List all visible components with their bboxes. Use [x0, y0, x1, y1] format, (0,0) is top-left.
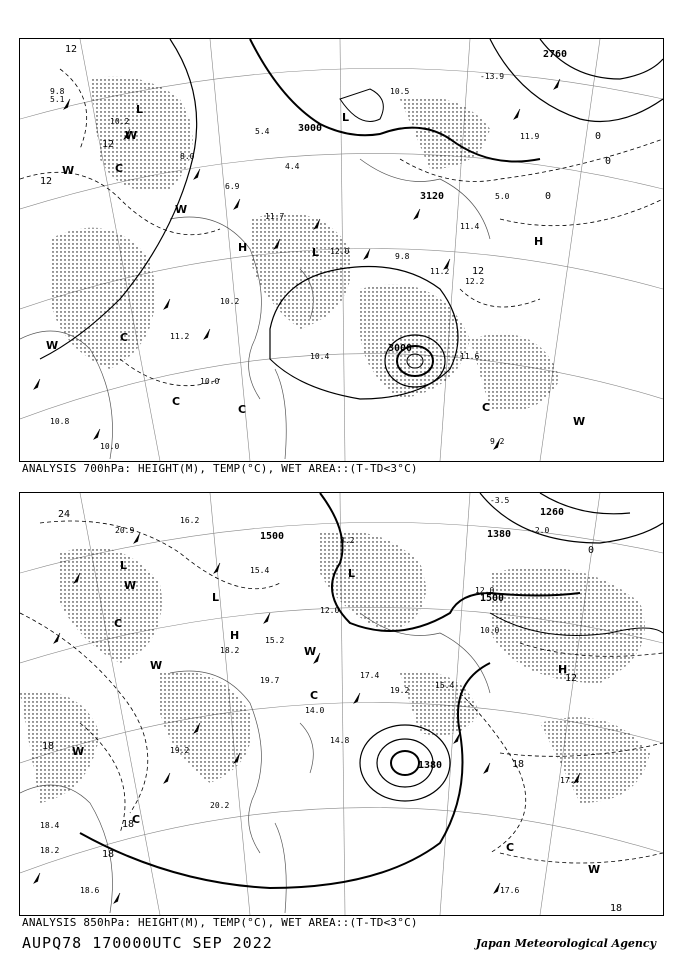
warm-marker: W: [588, 863, 601, 876]
cold-marker: C: [238, 403, 247, 416]
svg-text:11.7: 11.7: [265, 212, 285, 221]
isotherm-label: 12: [40, 176, 53, 187]
isotherm-label: 0: [588, 545, 595, 556]
warm-marker: W: [124, 579, 137, 592]
contour-label: 1380: [487, 529, 512, 540]
warm-marker: W: [46, 339, 59, 352]
cold-marker: C: [114, 617, 123, 630]
agency-credit: Japan Meteorological Agency: [475, 937, 656, 950]
svg-text:10.0: 10.0: [480, 626, 500, 635]
svg-text:19.2: 19.2: [390, 686, 410, 695]
svg-text:14.8: 14.8: [330, 736, 350, 745]
high-marker: H: [558, 663, 568, 676]
svg-text:9.2: 9.2: [490, 437, 505, 446]
cold-marker: C: [132, 813, 141, 826]
svg-text:5.1: 5.1: [50, 95, 65, 104]
isotherm-label: 18: [102, 849, 115, 860]
svg-text:14.0: 14.0: [305, 706, 325, 715]
contour-label: 2760: [543, 49, 568, 60]
isotherm-label: 0: [605, 156, 612, 167]
svg-text:16.2: 16.2: [180, 516, 200, 525]
contour-label: 1500: [480, 593, 505, 604]
svg-text:18.2: 18.2: [40, 846, 60, 855]
svg-text:10.0: 10.0: [200, 377, 220, 386]
warm-marker: W: [62, 164, 75, 177]
svg-text:11.2: 11.2: [430, 267, 450, 276]
caption-850hpa: ANALYSIS 850hPa: HEIGHT(M), TEMP(°C), WET AREA::(T-TD<3°C): [22, 916, 418, 929]
isotherm-label: 12: [65, 44, 78, 55]
svg-text:10.0: 10.0: [100, 442, 120, 451]
svg-text:10.2: 10.2: [110, 117, 130, 126]
high-marker: H: [534, 235, 544, 248]
warm-marker: W: [150, 659, 163, 672]
isotherm-label: 12: [472, 266, 485, 277]
low-marker: L: [312, 246, 320, 259]
high-marker: H: [238, 241, 248, 254]
isotherm-label: 0: [545, 191, 552, 202]
svg-text:15.2: 15.2: [265, 636, 285, 645]
low-marker: L: [136, 103, 144, 116]
svg-text:11.2: 11.2: [170, 332, 190, 341]
low-marker: L: [342, 111, 350, 124]
svg-text:9.8: 9.8: [50, 87, 65, 96]
svg-text:-3.5: -3.5: [490, 496, 510, 505]
map-panel-700hpa: [19, 38, 664, 462]
low-marker: L: [212, 591, 220, 604]
svg-text:20.2: 20.2: [210, 801, 230, 810]
warm-marker: W: [573, 415, 586, 428]
isotherm-label: 0: [595, 131, 602, 142]
svg-text:8.0: 8.0: [180, 152, 195, 161]
warm-marker: W: [175, 203, 188, 216]
svg-text:6.9: 6.9: [225, 182, 240, 191]
cold-marker: C: [310, 689, 319, 702]
svg-text:10.2: 10.2: [220, 297, 240, 306]
contour-label: 1260: [540, 507, 565, 518]
isotherm-label: 18: [512, 759, 525, 770]
cold-marker: C: [506, 841, 515, 854]
svg-text:4.4: 4.4: [285, 162, 300, 171]
low-marker: L: [348, 567, 356, 580]
map-850hpa-canvas: [20, 493, 663, 915]
warm-marker: W: [125, 129, 138, 142]
svg-text:18.4: 18.4: [40, 821, 60, 830]
warm-marker: W: [304, 645, 317, 658]
svg-text:17.4: 17.4: [560, 776, 580, 785]
svg-text:-13.9: -13.9: [480, 72, 505, 81]
svg-text:-2.0: -2.0: [530, 526, 550, 535]
isotherm-label: 24: [58, 509, 71, 520]
svg-text:15.4: 15.4: [435, 681, 455, 690]
high-marker: H: [230, 629, 240, 642]
isotherm-label: 18: [42, 741, 55, 752]
caption-700hpa: ANALYSIS 700hPa: HEIGHT(M), TEMP(°C), WET AREA::(T-TD<3°C): [22, 462, 418, 475]
svg-text:10.4: 10.4: [310, 352, 330, 361]
contour-label: 3000: [388, 343, 413, 354]
isotherm-label: 12: [102, 139, 115, 150]
svg-text:18.2: 18.2: [220, 646, 240, 655]
contour-label: 1380: [418, 760, 443, 771]
warm-marker: W: [72, 745, 85, 758]
cold-marker: C: [115, 162, 124, 175]
svg-text:19.7: 19.7: [260, 676, 280, 685]
svg-text:11.4: 11.4: [460, 222, 480, 231]
cold-marker: C: [172, 395, 181, 408]
cold-marker: C: [120, 331, 129, 344]
svg-text:12.0: 12.0: [320, 606, 340, 615]
isotherm-label: 12: [565, 673, 578, 684]
svg-text:18.6: 18.6: [80, 886, 100, 895]
isotherm-label: 18: [122, 819, 135, 830]
svg-text:11.6: 11.6: [460, 352, 480, 361]
svg-text:10.5: 10.5: [390, 87, 410, 96]
isotherm-label: 18: [610, 903, 623, 914]
svg-text:5.4: 5.4: [255, 127, 270, 136]
svg-text:3.2: 3.2: [340, 536, 355, 545]
svg-text:9.8: 9.8: [395, 252, 410, 261]
svg-text:12.0: 12.0: [330, 247, 350, 256]
svg-text:15.4: 15.4: [250, 566, 270, 575]
low-marker: L: [120, 559, 128, 572]
svg-text:5.0: 5.0: [495, 192, 510, 201]
cold-marker: C: [482, 401, 491, 414]
svg-text:11.9: 11.9: [520, 132, 540, 141]
map-700hpa-canvas: [20, 39, 663, 461]
svg-text:10.8: 10.8: [50, 417, 70, 426]
svg-text:12.0: 12.0: [475, 586, 495, 595]
contour-label: 3000: [298, 123, 323, 134]
chart-code: AUPQ78 170000UTC SEP 2022: [22, 934, 273, 952]
svg-text:12.2: 12.2: [465, 277, 485, 286]
map-panel-850hpa: [19, 492, 664, 916]
contour-label: 3120: [420, 191, 445, 202]
contour-label: 1500: [260, 531, 285, 542]
svg-text:20.9: 20.9: [115, 526, 135, 535]
svg-text:17.4: 17.4: [360, 671, 380, 680]
svg-text:19.2: 19.2: [170, 746, 190, 755]
svg-text:17.6: 17.6: [500, 886, 520, 895]
